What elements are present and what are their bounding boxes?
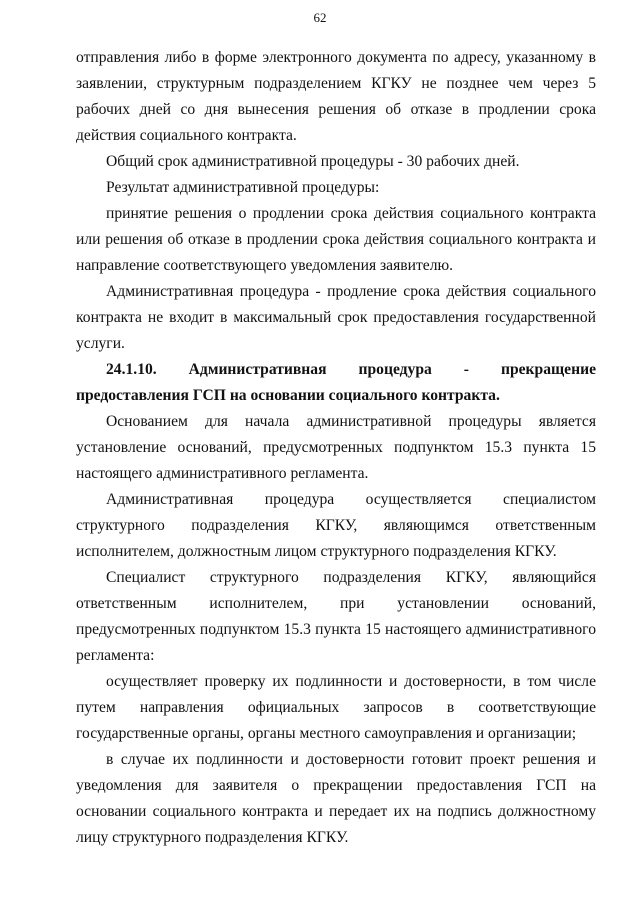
paragraph: Специалист структурного подразделения КГКУ, являющийся ответственным исполнителем, при установлении оснований, предусмотренных подпунктом 15.3 пункта 15 настоящего административного регламента: bbox=[76, 569, 596, 664]
document-body bbox=[76, 45, 596, 851]
paragraph: Основанием для начала административной процедуры является установление оснований, предусмотренных подпунктом 15.3 пункта 15 настоящего административного регламента. bbox=[76, 413, 596, 482]
paragraph: принятие решения о продлении срока действия социального контракта или решения об отказе в продлении срока действия социального контракта и направление соответствующего уведомления заявителю. bbox=[76, 205, 596, 274]
section-heading: 24.1.10. Административная процедура - прекращение предоставления ГСП на основании социального контракта. bbox=[76, 361, 596, 404]
paragraph: Результат административной процедуры: bbox=[106, 179, 380, 196]
paragraph: отправления либо в форме электронного документа по адресу, указанному в заявлении, структурным подразделением КГКУ не позднее чем через 5 рабочих дней со дня вынесения решения об отказе в продлении срока действия социального контракта. bbox=[76, 49, 596, 144]
paragraph: Административная процедура - продление срока действия социального контракта не входит в максимальный срок предоставления государственной услуги. bbox=[76, 283, 596, 352]
paragraph: в случае их подлинности и достоверности готовит проект решения и уведомления для заявителя о прекращении предоставления ГСП на основании социального контракта и передает их на подпись должностному лицу структурного подразделения КГКУ. bbox=[76, 751, 596, 846]
paragraph: осуществляет проверку их подлинности и достоверности, в том числе путем направления официальных запросов в соответствующие государственные органы, органы местного самоуправления и организации; bbox=[76, 673, 596, 742]
paragraph: Административная процедура осуществляется специалистом структурного подразделения КГКУ, являющимся ответственным исполнителем, должностным лицом структурного подразделения КГКУ. bbox=[76, 491, 596, 560]
paragraph: Общий срок административной процедуры - 30 рабочих дней. bbox=[106, 153, 520, 170]
page-number: 62 bbox=[313, 10, 327, 25]
